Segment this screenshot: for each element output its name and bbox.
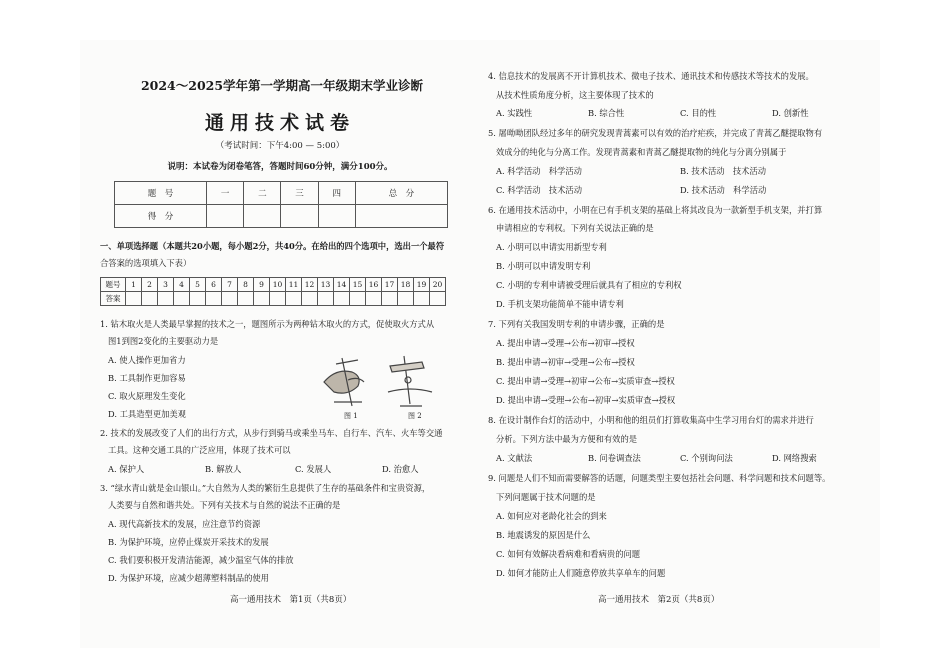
page-footer-left: 高一通用技术 第1页（共8页）: [230, 595, 352, 605]
q4-option-d: D. 创新性: [772, 108, 809, 118]
score-row-label: 得 分: [115, 205, 207, 228]
answer-number-cell: 3: [158, 278, 174, 292]
q9-option-c: C. 如何有效解决看病难和看病贵的问题: [496, 549, 641, 559]
section1-line1: 一、单项选择题（本题共20小题，每小题2分，共40分。在给出的四个选项中，选出一个最符: [100, 241, 445, 251]
q6-option-a: A. 小明可以申请实用新型专利: [496, 242, 607, 252]
answer-input-cell[interactable]: [318, 292, 334, 306]
q9-stem: 下列问题属于技术问题的是: [496, 492, 596, 502]
score-header-cell: 总 分: [355, 182, 447, 205]
answer-number-cell: 11: [286, 278, 302, 292]
q1-figure-drill: [318, 352, 438, 414]
score-cell[interactable]: [281, 205, 318, 228]
q6-option-b: B. 小明可以申请发明专利: [496, 261, 591, 271]
answer-input-cell[interactable]: [238, 292, 254, 306]
answer-number-cell: 19: [414, 278, 430, 292]
q3-option-c: C. 我们要积极开发清洁能源，减少温室气体的排放: [108, 555, 294, 565]
answer-input-cell[interactable]: [398, 292, 414, 306]
q1-stem: 图1到图2变化的主要驱动力是: [108, 336, 219, 346]
answer-input-cell[interactable]: [414, 292, 430, 306]
q3-stem: 人类要与自然和谐共处。下列有关技术与自然的说法不正确的是: [108, 500, 341, 510]
answer-input-cell[interactable]: [350, 292, 366, 306]
q7-option-d: D. 提出申请→受理→公布→初审→实质审查→授权: [496, 395, 676, 405]
q7-option-c: C. 提出申请→受理→初审→公布→实质审查→授权: [496, 376, 675, 386]
answer-input-cell[interactable]: [286, 292, 302, 306]
answer-number-cell: 7: [222, 278, 238, 292]
q5-option-d: D. 技术活动 科学活动: [680, 185, 767, 195]
q5-stem: 5. 屠呦呦团队经过多年的研究发现青蒿素可以有效的治疗疟疾，并完成了青蒿乙醚提取物有: [488, 128, 823, 138]
q5-stem: 效成分的纯化与分离工作。发现青蒿素和青蒿乙醚提取物的纯化与分离分别属于: [496, 147, 787, 157]
answer-number-cell: 6: [206, 278, 222, 292]
exam-note: 说明：本试卷为闭卷笔答，答题时间60分钟，满分100分。: [167, 162, 393, 172]
answer-input-cell[interactable]: [430, 292, 446, 306]
answer-number-cell: 20: [430, 278, 446, 292]
q8-stem: 分析。下列方法中最为方便和有效的是: [496, 434, 638, 444]
answer-input-cell[interactable]: [382, 292, 398, 306]
answer-input-cell[interactable]: [206, 292, 222, 306]
q4-stem: 4. 信息技术的发展离不开计算机技术、微电子技术、通讯技术和传感技术等技术的发展。: [488, 71, 814, 81]
answer-number-cell: 17: [382, 278, 398, 292]
q8-option-a: A. 文献法: [496, 453, 533, 463]
answer-input-cell[interactable]: [222, 292, 238, 306]
score-cell[interactable]: [244, 205, 281, 228]
answer-number-cell: 13: [318, 278, 334, 292]
score-header-cell: 二: [244, 182, 281, 205]
q4-option-a: A. 实践性: [496, 108, 533, 118]
score-cell[interactable]: [318, 205, 355, 228]
q3-option-d: D. 为保护环境，应减少超薄塑料制品的使用: [108, 573, 269, 583]
q5-option-a: A. 科学活动 科学活动: [496, 166, 582, 176]
q8-option-d: D. 网络搜索: [772, 453, 817, 463]
q5-option-b: B. 技术活动 技术活动: [680, 166, 767, 176]
answer-number-cell: 4: [174, 278, 190, 292]
answer-number-cell: 14: [334, 278, 350, 292]
q1-option-d: D. 工具造型更加美观: [108, 409, 187, 419]
q3-stem: 3. “绿水青山就是金山银山。”大自然为人类的繁衍生息提供了生存的基础条件和宝贵资源，: [100, 483, 431, 493]
answer-number-cell: 8: [238, 278, 254, 292]
answer-table-label: 题号: [101, 278, 126, 292]
answer-input-cell[interactable]: [254, 292, 270, 306]
answer-input-cell[interactable]: [158, 292, 174, 306]
q8-option-c: C. 个别询问法: [680, 453, 733, 463]
q2-stem: 2. 技术的发展改变了人们的出行方式，从步行到骑马或乘坐马车、自行车、汽车、火车等交通: [100, 428, 443, 438]
q2-option-d: D. 治愈人: [382, 464, 419, 474]
q4-option-c: C. 目的性: [680, 108, 717, 118]
q8-option-b: B. 问卷调查法: [588, 453, 641, 463]
q6-option-c: C. 小明的专利申请被受理后就具有了相应的专利权: [496, 280, 682, 290]
q2-option-a: A. 保护人: [108, 464, 145, 474]
answer-number-cell: 2: [142, 278, 158, 292]
score-header-cell: 三: [281, 182, 318, 205]
answer-number-cell: 18: [398, 278, 414, 292]
answer-input-cell[interactable]: [270, 292, 286, 306]
answer-input-cell[interactable]: [190, 292, 206, 306]
q4-stem: 从技术性质角度分析，这主要体现了技术的: [496, 90, 654, 100]
score-cell[interactable]: [207, 205, 244, 228]
answer-number-cell: 12: [302, 278, 318, 292]
answer-number-cell: 10: [270, 278, 286, 292]
q7-option-b: B. 提出申请→初审→受理→公布→授权: [496, 357, 635, 367]
q1-option-b: B. 工具制作更加容易: [108, 373, 186, 383]
q6-stem: 6. 在通用技术活动中，小明在已有手机支架的基础上将其改良为一款新型手机支架，并打算: [488, 205, 823, 215]
q7-option-a: A. 提出申请→受理→公布→初审→授权: [496, 338, 635, 348]
exam-header: 2024～2025学年第一学期高一年级期末学业诊断: [140, 78, 424, 93]
q1-figure1-label: 图 1: [344, 412, 358, 420]
answer-table-label: 答案: [101, 292, 126, 306]
section1-line2: 合答案的选项填入下表）: [100, 258, 192, 268]
answer-input-cell[interactable]: [334, 292, 350, 306]
page-footer-right: 高一通用技术 第2页（共8页）: [598, 595, 720, 605]
answer-input-cell[interactable]: [302, 292, 318, 306]
q6-option-d: D. 手机支架功能简单不能申请专利: [496, 299, 624, 309]
q4-option-b: B. 综合性: [588, 108, 625, 118]
q3-option-b: B. 为保护环境，应停止煤炭开采技术的发展: [108, 537, 269, 547]
answer-input-cell[interactable]: [142, 292, 158, 306]
exam-time: （考试时间：下午4:00 — 5:00）: [215, 141, 345, 151]
answer-number-cell: 15: [350, 278, 366, 292]
answer-table: [100, 277, 446, 306]
q5-option-c: C. 科学活动 技术活动: [496, 185, 582, 195]
q9-option-b: B. 地震诱发的原因是什么: [496, 530, 591, 540]
score-cell[interactable]: [355, 205, 447, 228]
exam-title: 通用技术试卷: [204, 112, 355, 134]
q7-stem: 7. 下列有关我国发明专利的申请步骤，正确的是: [488, 319, 665, 329]
q8-stem: 8. 在设计制作台灯的活动中，小明和他的组员们打算收集高中生学习用台灯的需求并进行: [488, 415, 814, 425]
answer-input-cell[interactable]: [126, 292, 142, 306]
q6-stem: 申请相应的专利权。下列有关说法正确的是: [496, 223, 654, 233]
q3-option-a: A. 现代高新技术的发展，应注意节约资源: [108, 519, 261, 529]
answer-number-cell: 5: [190, 278, 206, 292]
score-header-cell: 一: [207, 182, 244, 205]
q9-stem: 9. 问题是人们不知而需要解答的话题，问题类型主要包括社会问题、科学问题和技术问题等。: [488, 473, 831, 483]
answer-number-cell: 16: [366, 278, 382, 292]
q1-stem: 1. 钻木取火是人类最早掌握的技术之一，题图所示为两种钻木取火的方式，促使取火方式从: [100, 319, 435, 329]
score-table: [114, 181, 448, 228]
q1-figure2-label: 图 2: [408, 412, 422, 420]
q9-option-a: A. 如何应对老龄化社会的到来: [496, 511, 607, 521]
answer-input-cell[interactable]: [366, 292, 382, 306]
answer-number-cell: 9: [254, 278, 270, 292]
q1-option-c: C. 取火原理发生变化: [108, 391, 186, 401]
score-header-cell: 四: [318, 182, 355, 205]
answer-input-cell[interactable]: [174, 292, 190, 306]
answer-number-cell: 1: [126, 278, 142, 292]
score-header-cell: 题 号: [115, 182, 207, 205]
q2-stem: 工具。这种交通工具的广泛应用，体现了技术可以: [108, 445, 291, 455]
q2-option-b: B. 解放人: [205, 464, 242, 474]
q2-option-c: C. 发展人: [295, 464, 332, 474]
q1-option-a: A. 使人操作更加省力: [108, 355, 186, 365]
q9-option-d: D. 如何才能防止人们随意停放共享单车的问题: [496, 568, 666, 578]
